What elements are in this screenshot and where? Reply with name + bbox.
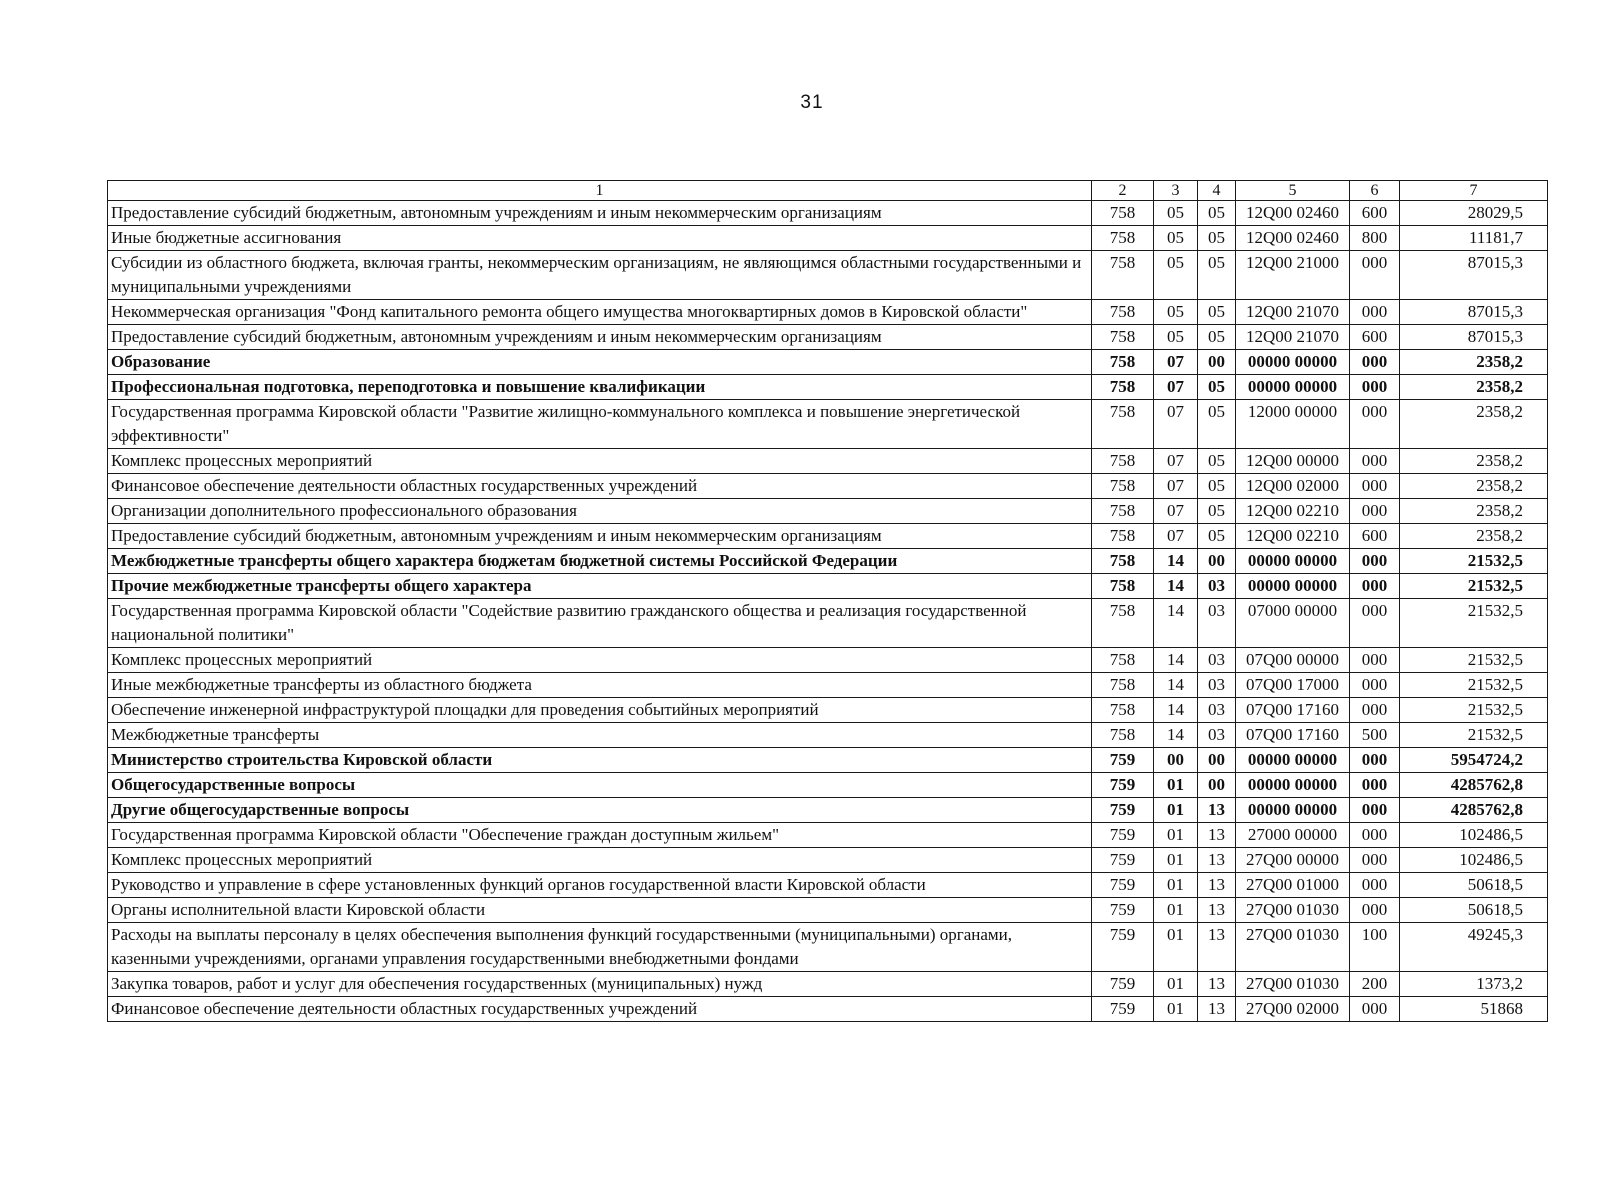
amount-cell: 1373,2 <box>1400 972 1548 997</box>
ministry-code-cell: 758 <box>1092 574 1154 599</box>
row-name-cell: Министерство строительства Кировской области <box>108 748 1092 773</box>
row-name-cell: Обеспечение инженерной инфраструктурой площадки для проведения событийных мероприятий <box>108 698 1092 723</box>
target-article-cell: 00000 00000 <box>1236 549 1350 574</box>
section-code-cell: 05 <box>1154 226 1198 251</box>
expense-type-cell: 000 <box>1350 673 1400 698</box>
table-row <box>108 350 1548 375</box>
section-code-cell: 14 <box>1154 599 1198 648</box>
table-row <box>108 648 1548 673</box>
ministry-code-cell: 759 <box>1092 997 1154 1022</box>
expense-type-cell: 600 <box>1350 325 1400 350</box>
row-name-cell: Государственная программа Кировской области "Содействие развитию гражданского общества и реализация государственной национальной политики" <box>108 599 1092 648</box>
section-code-cell: 01 <box>1154 997 1198 1022</box>
row-name-cell: Закупка товаров, работ и услуг для обеспечения государственных (муниципальных) нужд <box>108 972 1092 997</box>
table-row <box>108 251 1548 300</box>
table-row <box>108 449 1548 474</box>
amount-cell: 87015,3 <box>1400 300 1548 325</box>
ministry-code-cell: 759 <box>1092 972 1154 997</box>
section-code-cell: 01 <box>1154 923 1198 972</box>
subsection-code-cell: 05 <box>1198 375 1236 400</box>
amount-cell: 2358,2 <box>1400 375 1548 400</box>
subsection-code-cell: 05 <box>1198 499 1236 524</box>
section-code-cell: 14 <box>1154 723 1198 748</box>
subsection-code-cell: 03 <box>1198 698 1236 723</box>
amount-cell: 11181,7 <box>1400 226 1548 251</box>
expense-type-cell: 000 <box>1350 400 1400 449</box>
subsection-code-cell: 13 <box>1198 997 1236 1022</box>
table-row <box>108 325 1548 350</box>
target-article-cell: 07Q00 00000 <box>1236 648 1350 673</box>
target-article-cell: 27Q00 02000 <box>1236 997 1350 1022</box>
section-code-cell: 07 <box>1154 400 1198 449</box>
amount-cell: 87015,3 <box>1400 251 1548 300</box>
table-row <box>108 748 1548 773</box>
target-article-cell: 00000 00000 <box>1236 748 1350 773</box>
target-article-cell: 27Q00 01030 <box>1236 923 1350 972</box>
table-row <box>108 898 1548 923</box>
budget-table <box>107 180 1548 1022</box>
ministry-code-cell: 759 <box>1092 848 1154 873</box>
section-code-cell: 14 <box>1154 549 1198 574</box>
section-code-cell: 01 <box>1154 773 1198 798</box>
table-row <box>108 773 1548 798</box>
target-article-cell: 12000 00000 <box>1236 400 1350 449</box>
section-code-cell: 01 <box>1154 848 1198 873</box>
amount-cell: 2358,2 <box>1400 524 1548 549</box>
table-row <box>108 997 1548 1022</box>
section-code-cell: 14 <box>1154 648 1198 673</box>
subsection-code-cell: 13 <box>1198 873 1236 898</box>
row-name-cell: Комплекс процессных мероприятий <box>108 648 1092 673</box>
ministry-code-cell: 758 <box>1092 474 1154 499</box>
row-name-cell: Прочие межбюджетные трансферты общего характера <box>108 574 1092 599</box>
subsection-code-cell: 03 <box>1198 648 1236 673</box>
amount-cell: 21532,5 <box>1400 673 1548 698</box>
subsection-code-cell: 00 <box>1198 773 1236 798</box>
subsection-code-cell: 05 <box>1198 226 1236 251</box>
target-article-cell: 27Q00 01000 <box>1236 873 1350 898</box>
subsection-code-cell: 03 <box>1198 723 1236 748</box>
table-row <box>108 673 1548 698</box>
ministry-code-cell: 758 <box>1092 201 1154 226</box>
expense-type-cell: 000 <box>1350 798 1400 823</box>
ministry-code-cell: 758 <box>1092 648 1154 673</box>
target-article-cell: 07Q00 17000 <box>1236 673 1350 698</box>
target-article-cell: 07000 00000 <box>1236 599 1350 648</box>
target-article-cell: 12Q00 02460 <box>1236 201 1350 226</box>
amount-cell: 21532,5 <box>1400 599 1548 648</box>
amount-cell: 28029,5 <box>1400 201 1548 226</box>
section-code-cell: 01 <box>1154 873 1198 898</box>
column-header: 4 <box>1198 181 1236 201</box>
expense-type-cell: 000 <box>1350 898 1400 923</box>
row-name-cell: Иные межбюджетные трансферты из областного бюджета <box>108 673 1092 698</box>
expense-type-cell: 000 <box>1350 773 1400 798</box>
expense-type-cell: 000 <box>1350 599 1400 648</box>
ministry-code-cell: 758 <box>1092 599 1154 648</box>
ministry-code-cell: 759 <box>1092 773 1154 798</box>
amount-cell: 50618,5 <box>1400 873 1548 898</box>
expense-type-cell: 000 <box>1350 549 1400 574</box>
target-article-cell: 00000 00000 <box>1236 375 1350 400</box>
amount-cell: 2358,2 <box>1400 449 1548 474</box>
table-row <box>108 499 1548 524</box>
expense-type-cell: 000 <box>1350 375 1400 400</box>
table-row <box>108 300 1548 325</box>
column-header: 1 <box>108 181 1092 201</box>
row-name-cell: Другие общегосударственные вопросы <box>108 798 1092 823</box>
column-header: 6 <box>1350 181 1400 201</box>
row-name-cell: Некоммерческая организация "Фонд капитального ремонта общего имущества многоквартирных домов в Кировской области" <box>108 300 1092 325</box>
subsection-code-cell: 05 <box>1198 524 1236 549</box>
row-name-cell: Общегосударственные вопросы <box>108 773 1092 798</box>
ministry-code-cell: 758 <box>1092 499 1154 524</box>
expense-type-cell: 600 <box>1350 524 1400 549</box>
subsection-code-cell: 13 <box>1198 823 1236 848</box>
section-code-cell: 05 <box>1154 300 1198 325</box>
section-code-cell: 07 <box>1154 499 1198 524</box>
section-code-cell: 07 <box>1154 375 1198 400</box>
target-article-cell: 27Q00 01030 <box>1236 972 1350 997</box>
target-article-cell: 12Q00 21000 <box>1236 251 1350 300</box>
expense-type-cell: 000 <box>1350 848 1400 873</box>
row-name-cell: Органы исполнительной власти Кировской области <box>108 898 1092 923</box>
column-header: 3 <box>1154 181 1198 201</box>
subsection-code-cell: 00 <box>1198 549 1236 574</box>
column-header: 7 <box>1400 181 1548 201</box>
subsection-code-cell: 03 <box>1198 673 1236 698</box>
ministry-code-cell: 758 <box>1092 524 1154 549</box>
table-row <box>108 474 1548 499</box>
row-name-cell: Предоставление субсидий бюджетным, автономным учреждениям и иным некоммерческим организациям <box>108 201 1092 226</box>
section-code-cell: 01 <box>1154 798 1198 823</box>
expense-type-cell: 000 <box>1350 823 1400 848</box>
row-name-cell: Руководство и управление в сфере установленных функций органов государственной власти Кировской области <box>108 873 1092 898</box>
amount-cell: 21532,5 <box>1400 698 1548 723</box>
target-article-cell: 00000 00000 <box>1236 574 1350 599</box>
table-row <box>108 524 1548 549</box>
section-code-cell: 14 <box>1154 698 1198 723</box>
ministry-code-cell: 759 <box>1092 923 1154 972</box>
ministry-code-cell: 758 <box>1092 723 1154 748</box>
ministry-code-cell: 758 <box>1092 400 1154 449</box>
subsection-code-cell: 05 <box>1198 325 1236 350</box>
row-name-cell: Межбюджетные трансферты <box>108 723 1092 748</box>
row-name-cell: Образование <box>108 350 1092 375</box>
subsection-code-cell: 03 <box>1198 574 1236 599</box>
expense-type-cell: 000 <box>1350 648 1400 673</box>
subsection-code-cell: 05 <box>1198 400 1236 449</box>
ministry-code-cell: 759 <box>1092 873 1154 898</box>
section-code-cell: 05 <box>1154 201 1198 226</box>
subsection-code-cell: 05 <box>1198 201 1236 226</box>
ministry-code-cell: 758 <box>1092 325 1154 350</box>
subsection-code-cell: 00 <box>1198 350 1236 375</box>
table-row <box>108 723 1548 748</box>
row-name-cell: Организации дополнительного профессионального образования <box>108 499 1092 524</box>
row-name-cell: Иные бюджетные ассигнования <box>108 226 1092 251</box>
table-row <box>108 798 1548 823</box>
section-code-cell: 01 <box>1154 972 1198 997</box>
ministry-code-cell: 759 <box>1092 898 1154 923</box>
amount-cell: 2358,2 <box>1400 499 1548 524</box>
amount-cell: 4285762,8 <box>1400 773 1548 798</box>
amount-cell: 2358,2 <box>1400 474 1548 499</box>
subsection-code-cell: 05 <box>1198 251 1236 300</box>
target-article-cell: 07Q00 17160 <box>1236 698 1350 723</box>
table-row <box>108 972 1548 997</box>
table-row <box>108 873 1548 898</box>
target-article-cell: 12Q00 21070 <box>1236 325 1350 350</box>
subsection-code-cell: 05 <box>1198 300 1236 325</box>
column-header: 5 <box>1236 181 1350 201</box>
expense-type-cell: 000 <box>1350 251 1400 300</box>
row-name-cell: Расходы на выплаты персоналу в целях обеспечения выполнения функций государственными (муниципальными) органами, казенными учреждениями, органами управления государственными внебюджетными фондами <box>108 923 1092 972</box>
expense-type-cell: 000 <box>1350 499 1400 524</box>
amount-cell: 49245,3 <box>1400 923 1548 972</box>
ministry-code-cell: 758 <box>1092 673 1154 698</box>
expense-type-cell: 000 <box>1350 350 1400 375</box>
subsection-code-cell: 13 <box>1198 972 1236 997</box>
expense-type-cell: 000 <box>1350 300 1400 325</box>
subsection-code-cell: 13 <box>1198 898 1236 923</box>
target-article-cell: 27000 00000 <box>1236 823 1350 848</box>
amount-cell: 102486,5 <box>1400 823 1548 848</box>
expense-type-cell: 000 <box>1350 748 1400 773</box>
target-article-cell: 27Q00 01030 <box>1236 898 1350 923</box>
expense-type-cell: 500 <box>1350 723 1400 748</box>
ministry-code-cell: 758 <box>1092 549 1154 574</box>
expense-type-cell: 000 <box>1350 698 1400 723</box>
table-row <box>108 599 1548 648</box>
amount-cell: 21532,5 <box>1400 648 1548 673</box>
section-code-cell: 07 <box>1154 524 1198 549</box>
amount-cell: 2358,2 <box>1400 400 1548 449</box>
section-code-cell: 07 <box>1154 449 1198 474</box>
subsection-code-cell: 13 <box>1198 798 1236 823</box>
row-name-cell: Финансовое обеспечение деятельности областных государственных учреждений <box>108 474 1092 499</box>
table-row <box>108 375 1548 400</box>
subsection-code-cell: 13 <box>1198 923 1236 972</box>
expense-type-cell: 100 <box>1350 923 1400 972</box>
ministry-code-cell: 758 <box>1092 449 1154 474</box>
row-name-cell: Предоставление субсидий бюджетным, автономным учреждениям и иным некоммерческим организациям <box>108 524 1092 549</box>
section-code-cell: 14 <box>1154 673 1198 698</box>
table-row <box>108 400 1548 449</box>
section-code-cell: 01 <box>1154 898 1198 923</box>
row-name-cell: Комплекс процессных мероприятий <box>108 848 1092 873</box>
expense-type-cell: 800 <box>1350 226 1400 251</box>
amount-cell: 21532,5 <box>1400 723 1548 748</box>
target-article-cell: 12Q00 02000 <box>1236 474 1350 499</box>
amount-cell: 87015,3 <box>1400 325 1548 350</box>
subsection-code-cell: 13 <box>1198 848 1236 873</box>
amount-cell: 21532,5 <box>1400 574 1548 599</box>
row-name-cell: Предоставление субсидий бюджетным, автономным учреждениям и иным некоммерческим организациям <box>108 325 1092 350</box>
expense-type-cell: 000 <box>1350 574 1400 599</box>
expense-type-cell: 200 <box>1350 972 1400 997</box>
subsection-code-cell: 05 <box>1198 474 1236 499</box>
ministry-code-cell: 758 <box>1092 300 1154 325</box>
expense-type-cell: 000 <box>1350 474 1400 499</box>
expense-type-cell: 600 <box>1350 201 1400 226</box>
table-header-row <box>108 181 1548 201</box>
target-article-cell: 12Q00 00000 <box>1236 449 1350 474</box>
table-row <box>108 201 1548 226</box>
page-number: 31 <box>800 92 824 113</box>
ministry-code-cell: 759 <box>1092 823 1154 848</box>
table-row <box>108 923 1548 972</box>
table-row <box>108 823 1548 848</box>
section-code-cell: 01 <box>1154 823 1198 848</box>
subsection-code-cell: 05 <box>1198 449 1236 474</box>
amount-cell: 50618,5 <box>1400 898 1548 923</box>
section-code-cell: 05 <box>1154 251 1198 300</box>
section-code-cell: 07 <box>1154 350 1198 375</box>
row-name-cell: Межбюджетные трансферты общего характера бюджетам бюджетной системы Российской Федерации <box>108 549 1092 574</box>
expense-type-cell: 000 <box>1350 873 1400 898</box>
row-name-cell: Государственная программа Кировской области "Обеспечение граждан доступным жильем" <box>108 823 1092 848</box>
row-name-cell: Государственная программа Кировской области "Развитие жилищно-коммунального комплекса и повышение энергетической эффективности" <box>108 400 1092 449</box>
ministry-code-cell: 759 <box>1092 798 1154 823</box>
table-row <box>108 574 1548 599</box>
target-article-cell: 00000 00000 <box>1236 798 1350 823</box>
table-row <box>108 226 1548 251</box>
amount-cell: 21532,5 <box>1400 549 1548 574</box>
row-name-cell: Профессиональная подготовка, переподготовка и повышение квалификации <box>108 375 1092 400</box>
amount-cell: 5954724,2 <box>1400 748 1548 773</box>
expense-type-cell: 000 <box>1350 449 1400 474</box>
target-article-cell: 12Q00 02210 <box>1236 524 1350 549</box>
amount-cell: 4285762,8 <box>1400 798 1548 823</box>
expense-type-cell: 000 <box>1350 997 1400 1022</box>
target-article-cell: 07Q00 17160 <box>1236 723 1350 748</box>
ministry-code-cell: 759 <box>1092 748 1154 773</box>
table-row <box>108 549 1548 574</box>
target-article-cell: 00000 00000 <box>1236 773 1350 798</box>
ministry-code-cell: 758 <box>1092 251 1154 300</box>
ministry-code-cell: 758 <box>1092 226 1154 251</box>
section-code-cell: 00 <box>1154 748 1198 773</box>
ministry-code-cell: 758 <box>1092 698 1154 723</box>
target-article-cell: 12Q00 02460 <box>1236 226 1350 251</box>
row-name-cell: Финансовое обеспечение деятельности областных государственных учреждений <box>108 997 1092 1022</box>
ministry-code-cell: 758 <box>1092 350 1154 375</box>
table-row <box>108 848 1548 873</box>
subsection-code-cell: 00 <box>1198 748 1236 773</box>
ministry-code-cell: 758 <box>1092 375 1154 400</box>
row-name-cell: Субсидии из областного бюджета, включая гранты, некоммерческим организациям, не являющимся областными государственными и муниципальными учреждениями <box>108 251 1092 300</box>
target-article-cell: 00000 00000 <box>1236 350 1350 375</box>
section-code-cell: 14 <box>1154 574 1198 599</box>
row-name-cell: Комплекс процессных мероприятий <box>108 449 1092 474</box>
column-header: 2 <box>1092 181 1154 201</box>
amount-cell: 2358,2 <box>1400 350 1548 375</box>
section-code-cell: 07 <box>1154 474 1198 499</box>
amount-cell: 102486,5 <box>1400 848 1548 873</box>
target-article-cell: 27Q00 00000 <box>1236 848 1350 873</box>
target-article-cell: 12Q00 21070 <box>1236 300 1350 325</box>
amount-cell: 51868 <box>1400 997 1548 1022</box>
target-article-cell: 12Q00 02210 <box>1236 499 1350 524</box>
section-code-cell: 05 <box>1154 325 1198 350</box>
table-row <box>108 698 1548 723</box>
subsection-code-cell: 03 <box>1198 599 1236 648</box>
